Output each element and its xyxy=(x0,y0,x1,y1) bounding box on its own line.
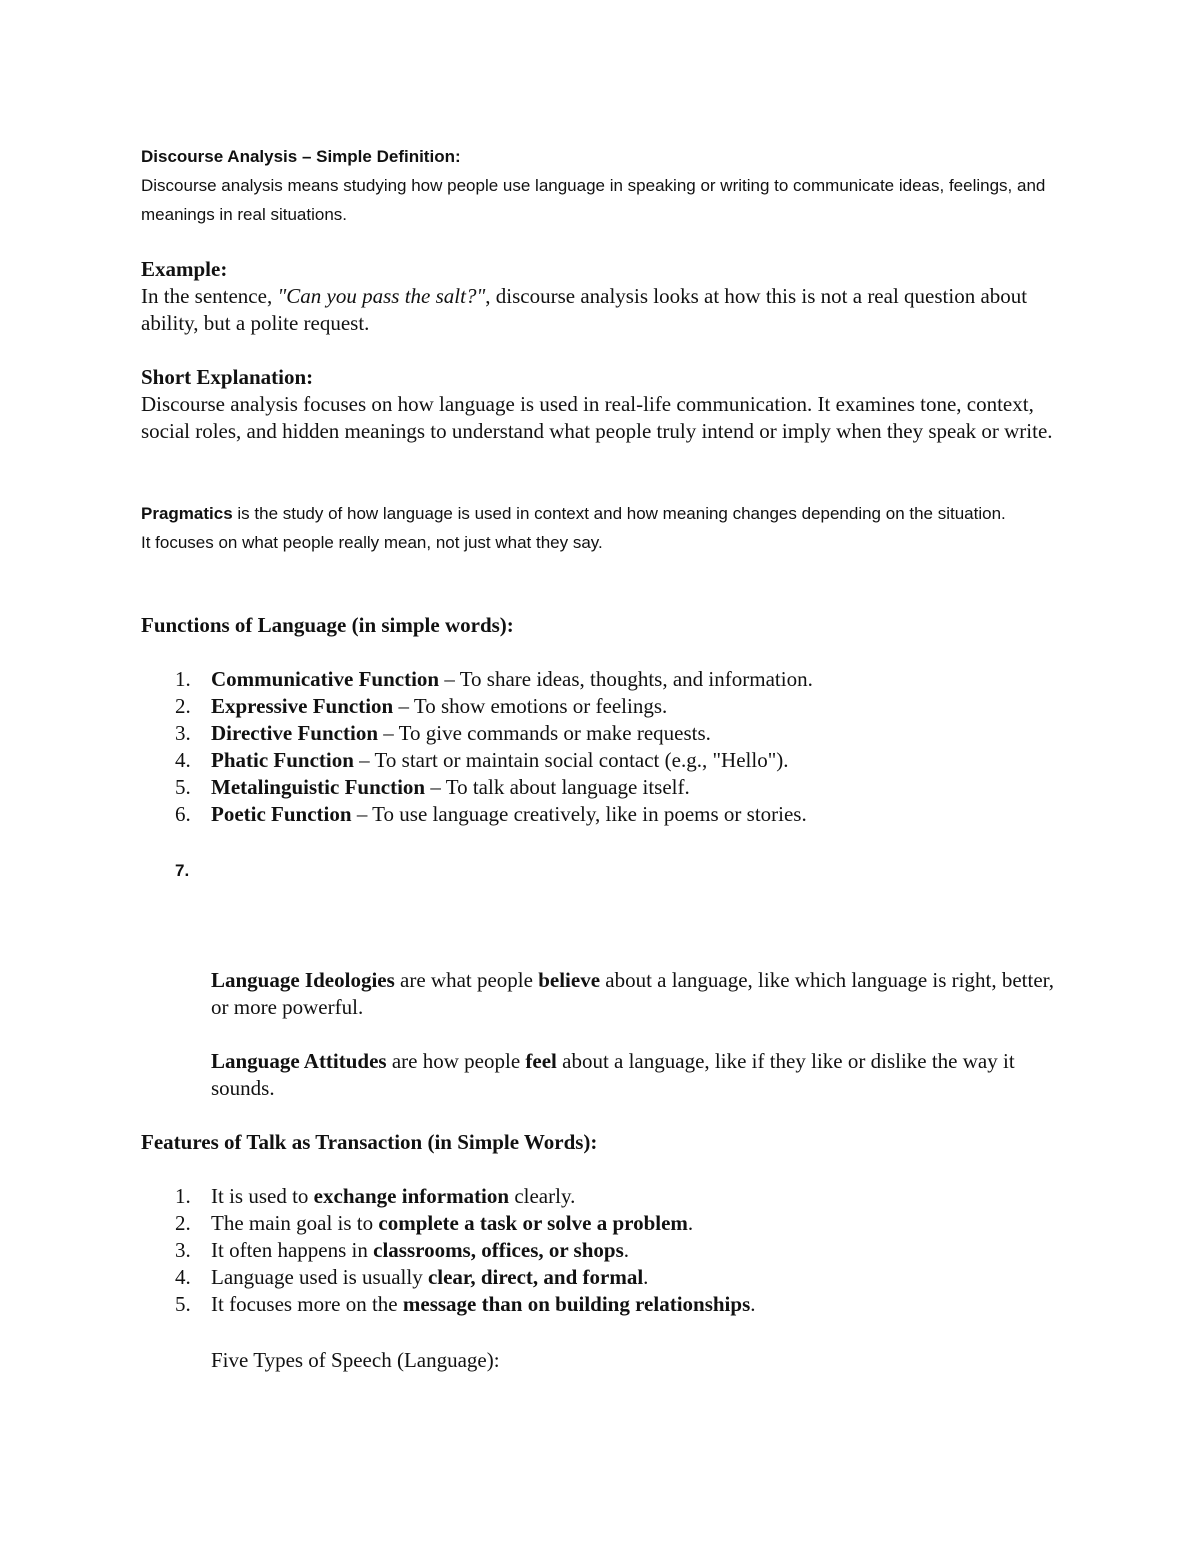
function-term: Directive Function xyxy=(211,721,378,745)
item-pre: It is used to xyxy=(211,1184,314,1208)
pragmatics-definition: is the study of how language is used in context and how meaning changes depending on the situation. xyxy=(232,504,1006,523)
short-explanation-section xyxy=(141,364,1061,445)
item-pre: It focuses more on the xyxy=(211,1292,403,1316)
list-item xyxy=(141,1210,1061,1237)
ideologies-rest: about a language, like which language is right, better, or more powerful. xyxy=(211,968,1055,1019)
function-term: Metalinguistic Function xyxy=(211,775,426,799)
list-number: 5. xyxy=(175,775,191,799)
ideologies-mid: are what people xyxy=(394,968,539,992)
transaction-heading: Features of Talk as Transaction (in Simple Words): xyxy=(141,1130,598,1154)
attitudes-text xyxy=(211,1048,1061,1102)
item-post: . xyxy=(623,1238,630,1262)
example-section xyxy=(141,256,1061,337)
discourse-title: Discourse Analysis – Simple Definition: xyxy=(141,147,461,166)
list-number: 6. xyxy=(175,802,191,826)
function-desc: – To talk about language itself. xyxy=(425,775,690,799)
transaction-list xyxy=(141,1183,1061,1318)
function-desc: – To give commands or make requests. xyxy=(378,721,711,745)
list-item xyxy=(141,747,1061,774)
list-number: 5. xyxy=(175,1292,191,1316)
example-text xyxy=(141,283,1061,337)
list-number: 1. xyxy=(175,667,191,691)
list-item xyxy=(141,801,1061,828)
item-post: clearly. xyxy=(509,1184,576,1208)
item-pre: It often happens in xyxy=(211,1238,374,1262)
function-desc: – To use language creatively, like in poems or stories. xyxy=(351,802,807,826)
short-explanation-text: Discourse analysis focuses on how language is used in real-life communication. It examines tone, context, social roles, and hidden meanings to understand what people truly intend or imply when they speak or write. xyxy=(141,392,1053,443)
list-item xyxy=(141,1291,1061,1318)
list-number: 3. xyxy=(175,1238,191,1262)
attitudes-section xyxy=(211,1048,1061,1102)
list-item xyxy=(141,1183,1061,1210)
pragmatics-text xyxy=(141,499,1061,528)
pragmatics-term: Pragmatics xyxy=(141,504,233,523)
list-number: 2. xyxy=(175,1211,191,1235)
ideologies-bold: believe xyxy=(538,968,601,992)
list-item xyxy=(141,666,1061,693)
example-quote: "Can you pass the salt?" xyxy=(277,284,486,308)
item-pre: The main goal is to xyxy=(211,1211,379,1235)
list-number: 1. xyxy=(175,1184,191,1208)
item-bold: exchange information xyxy=(313,1184,510,1208)
item-bold: complete a task or solve a problem xyxy=(378,1211,688,1235)
function-desc: – To show emotions or feelings. xyxy=(393,694,668,718)
item-post: . xyxy=(750,1292,756,1316)
list-item xyxy=(141,1264,1061,1291)
item-bold: message than on building relationships xyxy=(402,1292,751,1316)
list-item xyxy=(141,720,1061,747)
speech-types-text: Five Types of Speech (Language): xyxy=(211,1348,500,1372)
empty-list-item-7: 7. xyxy=(175,861,190,880)
functions-heading: Functions of Language (in simple words): xyxy=(141,613,514,637)
function-desc: – To start or maintain social contact (e.g., "Hello"). xyxy=(353,748,789,772)
pragmatics-section xyxy=(141,499,1061,557)
ideologies-text xyxy=(211,967,1061,1021)
attitudes-term: Language Attitudes xyxy=(211,1049,387,1073)
example-heading: Example: xyxy=(141,257,228,281)
attitudes-rest: about a language, like if they like or dislike the way it sounds. xyxy=(211,1049,1015,1100)
list-item xyxy=(141,1237,1061,1264)
speech-types-section xyxy=(211,1347,1061,1374)
list-number: 4. xyxy=(175,1265,191,1289)
list-item xyxy=(141,774,1061,801)
function-term: Poetic Function xyxy=(211,802,352,826)
example-prefix: In the sentence, xyxy=(141,284,278,308)
item-post: . xyxy=(643,1265,649,1289)
discourse-section xyxy=(141,142,1061,229)
list-number: 4. xyxy=(175,748,191,772)
ideologies-section xyxy=(211,967,1061,1021)
item-post: . xyxy=(687,1211,694,1235)
function-term: Communicative Function xyxy=(211,667,440,691)
attitudes-mid: are how people xyxy=(386,1049,526,1073)
item-bold: classrooms, offices, or shops xyxy=(373,1238,624,1262)
discourse-definition: Discourse analysis means studying how people use language in speaking or writing to communicate ideas, feelings, and meanings in real situations. xyxy=(141,176,1046,224)
transaction-section xyxy=(141,1129,1061,1318)
list-item xyxy=(141,693,1061,720)
pragmatics-line2: It focuses on what people really mean, not just what they say. xyxy=(141,533,603,552)
example-suffix: , discourse analysis looks at how this is not a real question about ability, but a polite request. xyxy=(141,284,1028,335)
functions-list xyxy=(141,666,1061,828)
item-pre: Language used is usually xyxy=(211,1265,428,1289)
attitudes-bold: feel xyxy=(525,1049,557,1073)
item-bold: clear, direct, and formal xyxy=(427,1265,644,1289)
list-number: 3. xyxy=(175,721,191,745)
function-term: Expressive Function xyxy=(211,694,394,718)
function-desc: – To share ideas, thoughts, and information. xyxy=(439,667,813,691)
short-explanation-heading: Short Explanation: xyxy=(141,365,314,389)
list-number: 2. xyxy=(175,694,191,718)
functions-section xyxy=(141,612,1061,828)
function-term: Phatic Function xyxy=(211,748,354,772)
ideologies-term: Language Ideologies xyxy=(211,968,395,992)
